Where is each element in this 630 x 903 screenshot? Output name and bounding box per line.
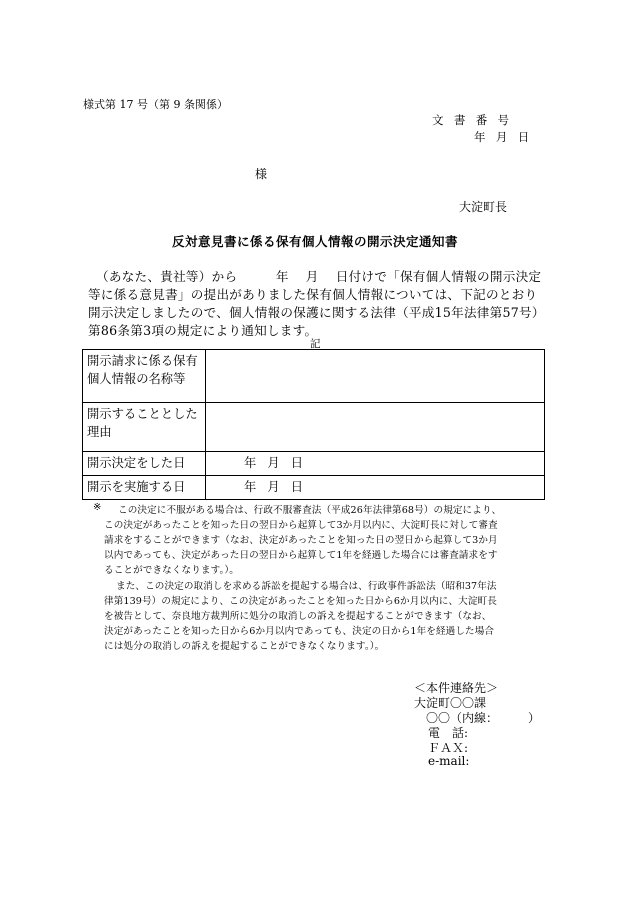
form-number: 様式第 17 号（第 9 条関係） (83, 98, 228, 111)
note-line: 決定があったことを知った日から6か月以内であっても、決定の日から1年を経過した場合 (104, 626, 495, 637)
contact-heading: ＜本件連絡先＞ (414, 681, 499, 695)
implementation-date-field: 年月日 (206, 476, 545, 500)
note-line: この決定があったことを知った日の翌日から起算して3か月以内に、大淀町長に対して審査 (104, 520, 498, 531)
note-line: には処分の取消しの訴えを提起することができなくなります。）。 (104, 641, 385, 652)
table-value-cell (206, 350, 545, 403)
table-label-cell (83, 350, 206, 403)
body-line-3: 開示決定しましたので、個人情報の保護に関する法律（平成15年法律第57号） (88, 305, 545, 320)
table-row (83, 476, 545, 500)
row-label-reason: 開示することとした理由 (87, 407, 198, 439)
note-line: また、この決定の取消しを求める訴訟を提起する場合は、行政事件訴訟法（昭和37年法 (116, 581, 497, 592)
body-line-2: 等に係る意見書」の提出がありました保有個人情報については、下記のとおり (88, 287, 538, 302)
table-label-cell (83, 452, 206, 476)
row-label-item-name: 開示請求に係る保有個人情報の名称等 (87, 354, 198, 386)
table-row (83, 350, 545, 403)
body-line-1: （あなた、貴社等）から 年 月 日付けで「保有個人情報の開示決定 (96, 269, 542, 284)
note-line: ることができなくなります。）。 (104, 565, 239, 576)
ki-mark: 記 (310, 338, 321, 350)
contact-email-label: e-mail: (428, 754, 470, 768)
table-label-cell (83, 403, 206, 452)
issue-date-label: 年月日 (474, 130, 540, 144)
note-line: 律第139号）の規定により、この決定があったことを知った日から6か月以内に、大淀町長 (104, 596, 497, 607)
table-value-cell (206, 403, 545, 452)
document-title: 反対意見書に係る保有個人情報の開示決定通知書 (171, 234, 458, 249)
contact-phone-label: 電 話: (428, 726, 469, 740)
issuer-name: 大淀町長 (459, 200, 508, 214)
body-line-4: 第86条第3項の規定により通知します。 (88, 323, 318, 338)
note-asterisk: ※ (93, 502, 102, 513)
row-label-implementation-date: 開示を実施する日 (87, 480, 186, 494)
addressee-suffix: 様 (255, 167, 268, 181)
document-number-label: 文書番号 (432, 113, 520, 127)
note-line: 請求をすることができます（なお、決定があったことを知った日の翌日から起算して3か月 (104, 535, 498, 546)
table-label-cell (83, 476, 206, 500)
contact-department: 大淀町〇〇課 (414, 696, 487, 710)
table-row (83, 403, 545, 452)
note-line: この決定に不服がある場合は、行政不服審査法（平成26年法律第68号）の規定により、 (118, 505, 502, 516)
contact-person-extension: 〇〇（内線： ） (426, 711, 541, 725)
table-row (83, 452, 545, 476)
disclosure-info-table (82, 349, 545, 500)
note-line: を被告として、奈良地方裁判所に処分の取消しの訴えを提起することができます（なお、 (104, 611, 492, 622)
contact-fax-label: ＦＡＸ: (428, 741, 469, 755)
row-label-decision-date: 開示決定をした日 (87, 456, 186, 470)
decision-date-field: 年月日 (206, 452, 545, 476)
note-line: 以内であっても、決定があった日の翌日から起算して1年を経過した場合には審査請求をす (104, 550, 498, 561)
